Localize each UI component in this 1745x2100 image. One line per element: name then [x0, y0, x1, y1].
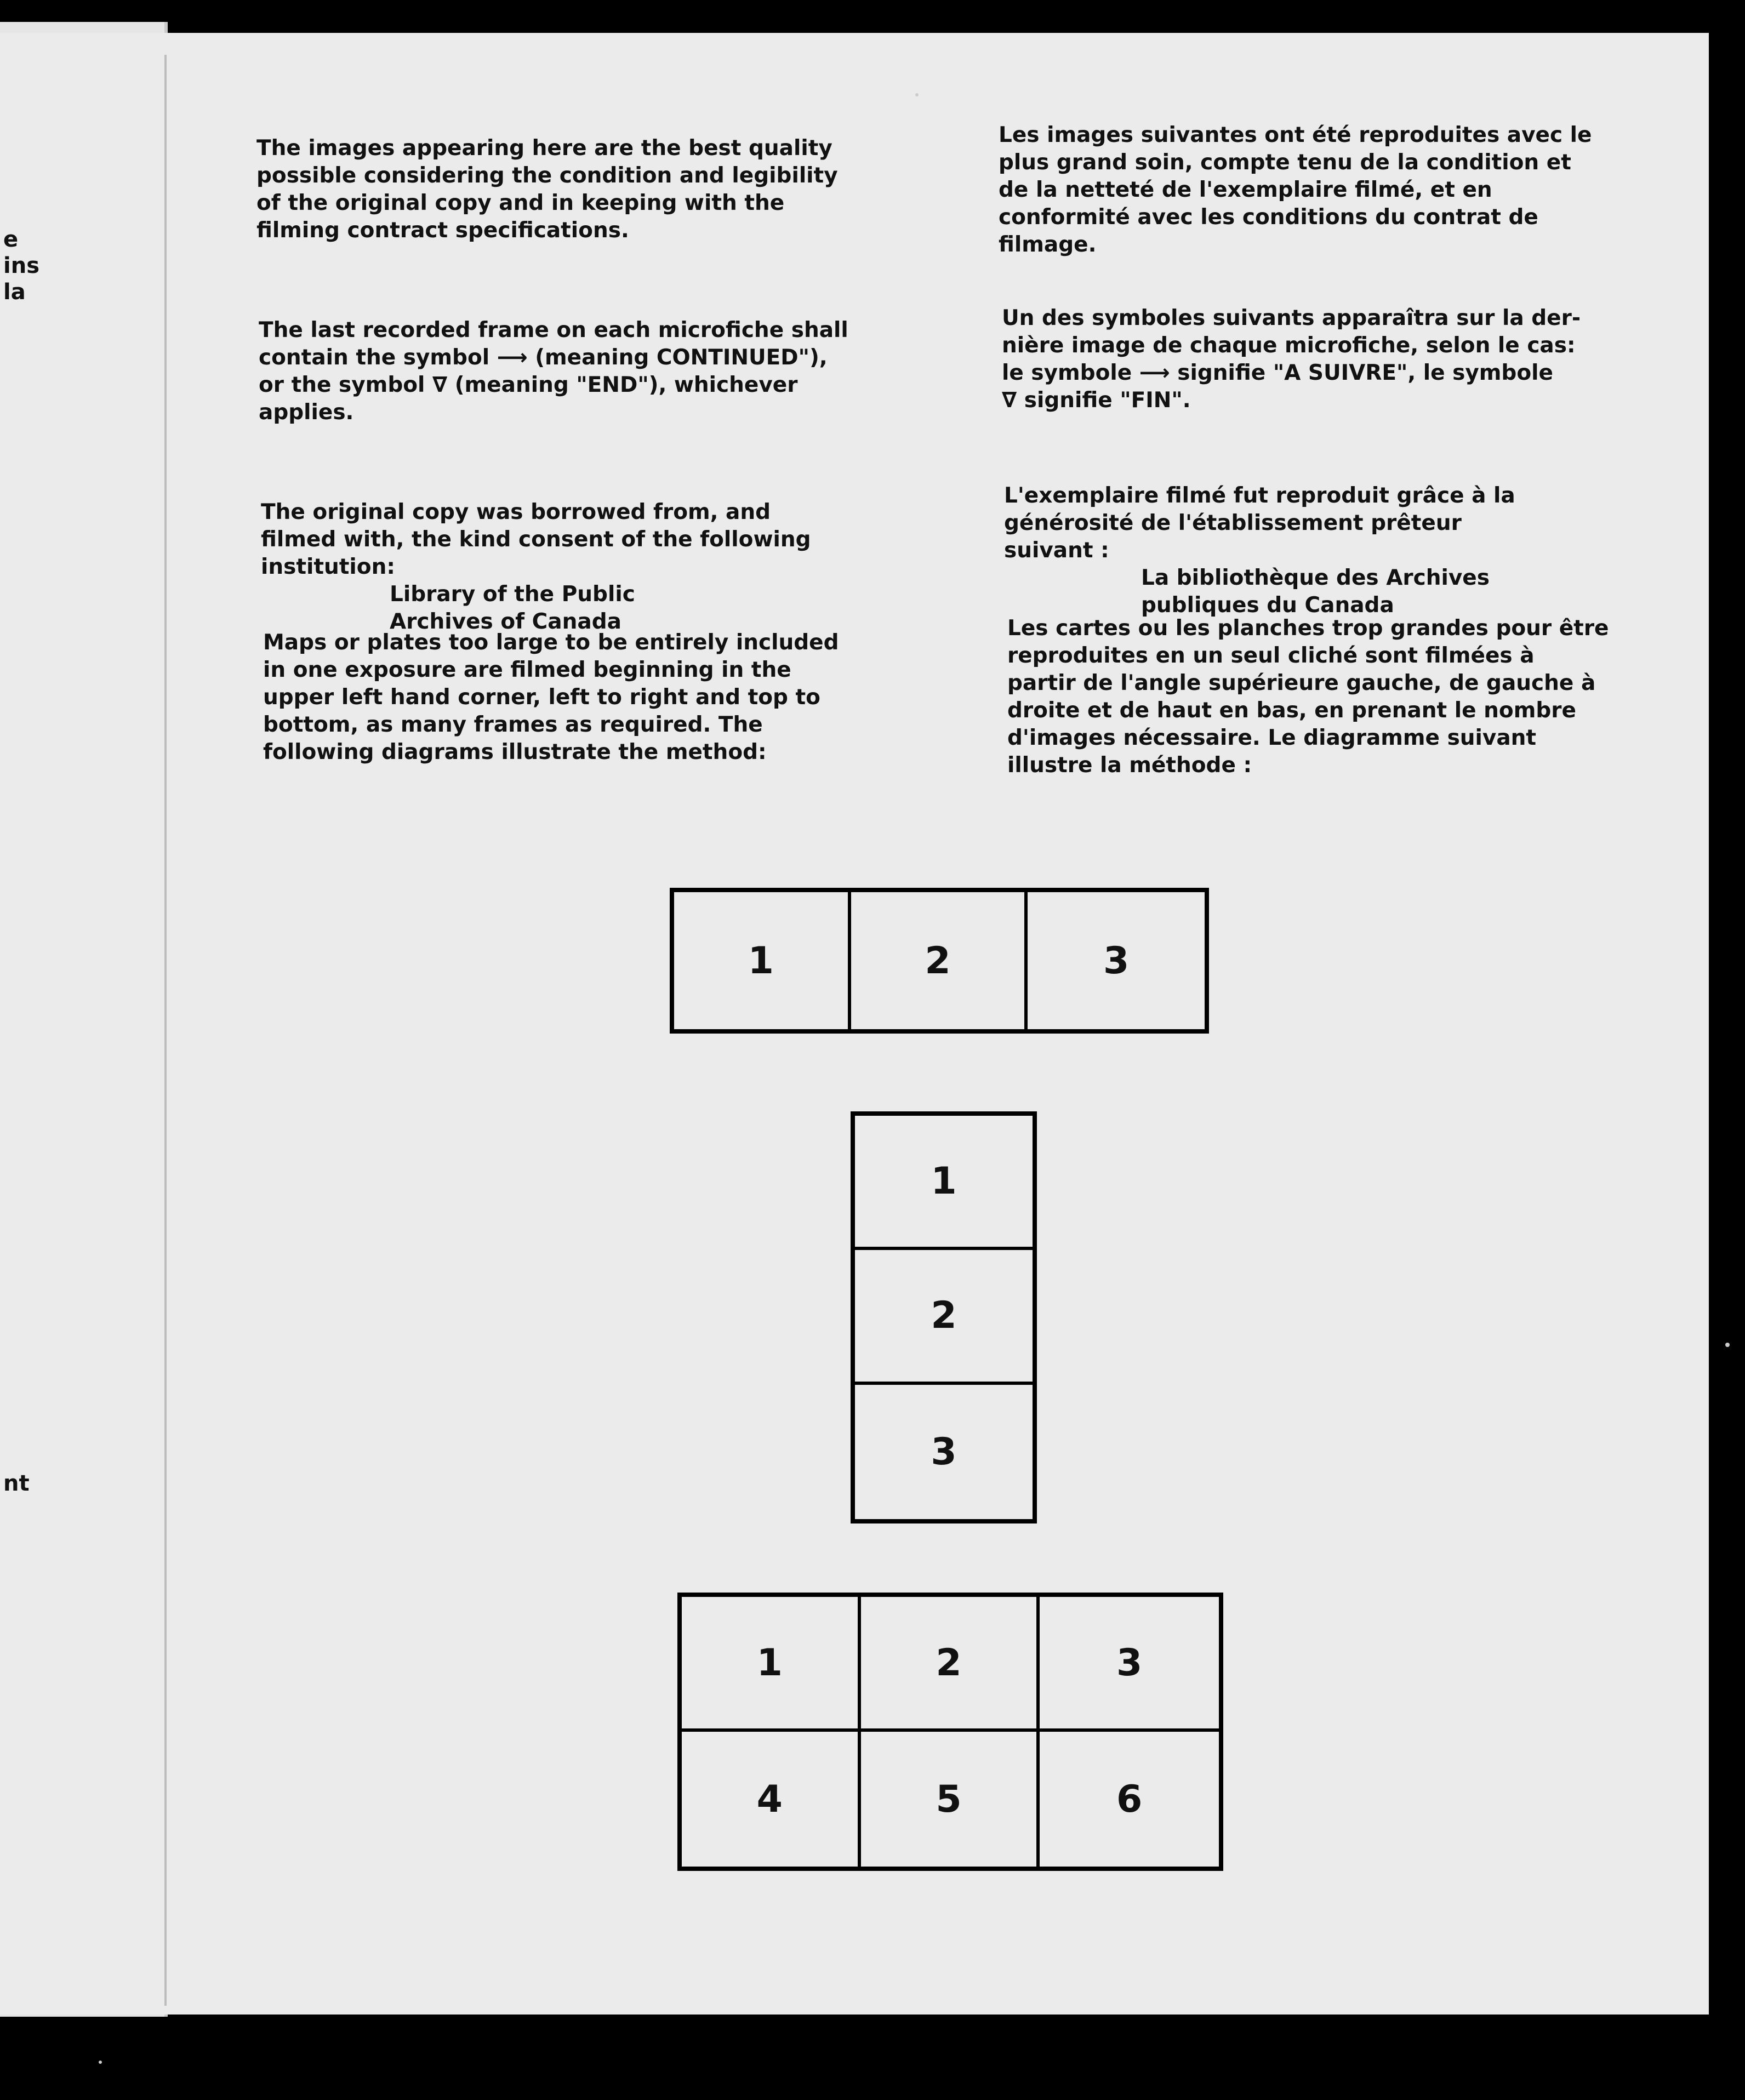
frame-cell: 3 [1103, 939, 1130, 983]
page-fold-line [164, 55, 167, 2006]
french-institution: La bibliothèque des Archives publiques du Canada [1141, 566, 1490, 618]
frame-cell: 5 [861, 1732, 1040, 1867]
frame-cell: 1 [674, 892, 851, 1029]
frame-cell: 3 [1040, 1597, 1219, 1732]
diagram-grid [677, 1593, 1223, 1871]
english-maps-paragraph: Maps or plates too large to be entirely included in one exposure are filmed beginning in the upper left hand corner, left to right and top to bottom, as many frames as required. The following diagrams illustrate the method: [263, 630, 839, 764]
frame-cell: 2 [861, 1597, 1040, 1732]
left-fragment: nt [3, 1471, 30, 1496]
french-quality-paragraph: Les images suivantes ont été reproduites avec le plus grand soin, compte tenu de la condition et de la netteté de l'exemplaire filmé, et en conformité avec les conditions du contrat de filmage. [999, 123, 1592, 257]
frame-cell: 3 [931, 1430, 957, 1474]
english-institution: Library of the Public Archives of Canada [390, 582, 635, 634]
frame-cell: 4 [682, 1732, 861, 1867]
frame-cell: 6 [1116, 1777, 1143, 1821]
english-quality-paragraph: The images appearing here are the best quality possible considering the condition and legibility of the original copy and in keeping with the filming contract specifications. [256, 136, 838, 243]
diagram-vertical-strip [851, 1111, 1037, 1523]
frame-cell: 1 [682, 1597, 861, 1732]
frame-cell: 2 [851, 892, 1028, 1029]
french-lender-text: L'exemplaire filmé fut reproduit grâce à la générosité de l'établissement prêteur suivant : [1004, 483, 1515, 563]
french-symbols-paragraph: Un des symboles suivants apparaîtra sur la der- nière image de chaque microfiche, selon le cas: le symbole ⟶ signifie "A SUIVRE", le symbole ∇ signifie "FIN". [1002, 306, 1581, 413]
frame-cell: 2 [855, 1250, 1033, 1384]
film-speck [1725, 1343, 1730, 1347]
left-fragment: la [3, 279, 26, 305]
film-speck [915, 93, 919, 96]
diagram-horizontal-strip [670, 888, 1209, 1034]
left-fragment: e [3, 227, 19, 252]
english-symbols-paragraph: The last recorded frame on each microfiche shall contain the symbol ⟶ (meaning CONTINUED"), or the symbol ∇ (meaning "END"), whichever applies. [259, 318, 848, 425]
frame-cell: 1 [855, 1116, 1033, 1250]
french-maps-paragraph: Les cartes ou les planches trop grandes pour être reproduites en un seul cliché sont filmées à partir de l'angle supérieure gauche, de gauche à droite et de haut en bas, en prenant le nombre d'images nécessaire. Le diagramme suivant illustre la méthode : [1007, 616, 1609, 778]
left-fragment: ins [3, 253, 39, 278]
film-speck [99, 2061, 102, 2064]
english-lender-text: The original copy was borrowed from, and filmed with, the kind consent of the following institution: [261, 500, 811, 579]
